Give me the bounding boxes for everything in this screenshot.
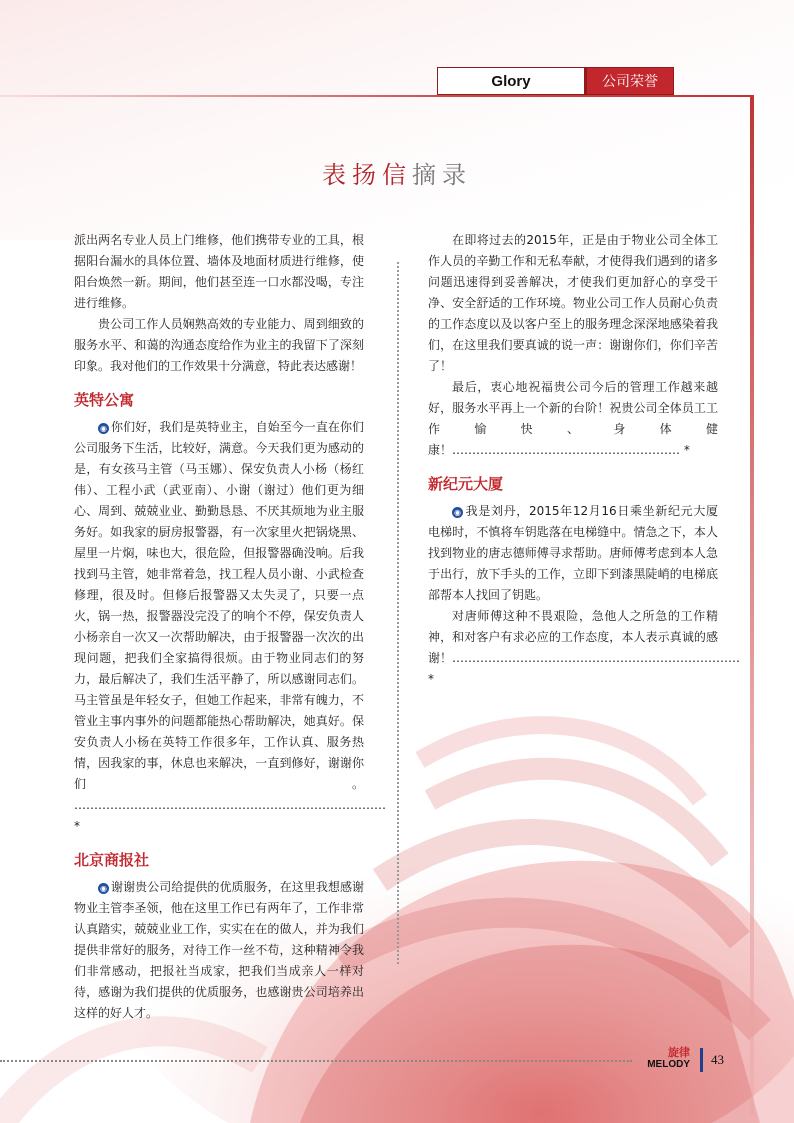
paragraph (428, 377, 718, 461)
letter-paragraph (74, 877, 364, 1024)
section-heading-beijing-business-daily: 北京商报社 (74, 851, 150, 869)
brand-english: MELODY (647, 1059, 690, 1070)
letter-paragraph (428, 606, 741, 690)
section-heading-yingte: 英特公寓 (74, 391, 135, 409)
brand-chinese: 旋律 (668, 1046, 690, 1059)
left-column (74, 230, 386, 1024)
paragraph: 在即将过去的2015年，正是由于物业公司全体工作人员的辛勤工作和无私奉献，才使得我们遇到的诸多问题迅速得到妥善解决，才使我们更加舒心的享受干净、安全舒适的工作环境。物业公司工作人员耐心负责的工作态度以及以客户至上的服务理念深深地感染着我们，在这里我们要真诚的说一声：谢谢你们，你们辛苦了！ (428, 233, 718, 373)
column-divider (397, 262, 399, 964)
page-number: 43 (711, 1052, 724, 1067)
paragraph-text: 最后，衷心地祝福贵公司今后的管理工作越来越好，服务水平再上一个新的台阶！祝贵公司全体员工工作愉快、身体健康！ (428, 380, 718, 457)
header-rule (0, 95, 752, 97)
page-title-main: 表扬信 (322, 161, 412, 189)
section-tab-chinese: 公司荣誉 (587, 68, 673, 94)
footer-dotted-rule (0, 1060, 632, 1062)
letter-paragraph (74, 417, 386, 837)
letter-text: 谢谢贵公司给提供的优质服务，在这里我想感谢物业主管李圣领，他在这里工作已有两年了，工作非常认真踏实，兢兢业业工作，实实在在的做人，并为我们提供非常好的服务，对待工作一丝不苟，这种精神令我们非常感动，把报社当成家，把我们当成亲人一样对待，感谢为我们提供的优质服务，也感谢贵公司培养出这样的好人才。 (74, 880, 364, 1020)
bullet-mark-icon: ◉ (98, 423, 109, 434)
leader-dots: ……………………………………………………………… * (428, 651, 741, 686)
leader-dots: ………………………………………………… * (452, 443, 690, 457)
leader-dots: …………………………………………………………………… * (74, 798, 386, 833)
footer-brand (640, 1047, 690, 1071)
right-column (428, 230, 741, 690)
letter-text: 我是刘丹，2015年12月16日乘坐新纪元大厦电梯时，不慎将车钥匙落在电梯缝中。情急之下，本人找到物业的唐志德师傅寻求帮助。唐师傅考虑到本人急于出行，放下手头的工作，立即下到漆黑陡峭的电梯底部帮本人找回了钥匙。 (428, 504, 718, 602)
page-title (0, 155, 794, 190)
letter-text: 对唐师傅这种不畏艰险，急他人之所急的工作精神，和对客户有求必应的工作态度，本人表示真诚的感谢！ (428, 609, 718, 665)
letter-paragraph (428, 501, 718, 606)
bullet-mark-icon: ◉ (98, 883, 109, 894)
right-edge-rule (750, 95, 754, 1115)
page-title-sub: 摘录 (412, 161, 472, 189)
footer-separator (700, 1048, 703, 1072)
paragraph: 派出两名专业人员上门维修，他们携带专业的工具，根据阳台漏水的具体位置、墙体及地面材质进行维修，使阳台焕然一新。期间，他们甚至连一口水都没喝，专注进行维修。 (74, 233, 364, 310)
bullet-mark-icon: ◉ (452, 507, 463, 518)
section-heading-xinjiyuan: 新纪元大厦 (428, 475, 504, 493)
paragraph: 贵公司工作人员娴熟高效的专业能力、周到细致的服务水平、和蔼的沟通态度给作为业主的我留下了深刻印象。我对他们的工作效果十分满意，特此表达感谢！ (74, 317, 364, 373)
letter-text: 你们好，我们是英特业主，自始至今一直在你们公司服务下生活，比较好，满意。今天我们更为感动的是，有女孩马主管（马玉娜）、保安负责人小杨（杨红伟）、工程小武（武亚南）、小谢（谢过）他们更为细心、周到、兢兢业业、勤勤恳恳、不厌其烦地为业主服务好。如我家的厨房报警器，有一次家里火把锅烧黑、屋里一片焖，味也大，很危险，但报警器确没响。后我找到马主管，她非常着急，找工程人员小谢、小武检查修理，很及时。但修后报警器又太失灵了，只要一点火，锅一热，报警器没完没了的响个不停，保安负责人小杨亲自一次又一次帮助解决，由于报警器一次次的出现问题，把我们全家搞得很烦。由于物业同志们的努力，最后解决了，我们生活平静了，所以感谢同志们。马主管虽是年轻女子，但她工作起来，非常有魄力，不管业主事内事外的问题都能热心帮助解决，她真好。保安负责人小杨在英特工作很多年，工作认真、服务热情，因我家的事，休息也来解决，一直到修好，谢谢你们。 (74, 420, 364, 791)
section-tab (437, 67, 674, 95)
section-tab-english: Glory (438, 68, 587, 94)
